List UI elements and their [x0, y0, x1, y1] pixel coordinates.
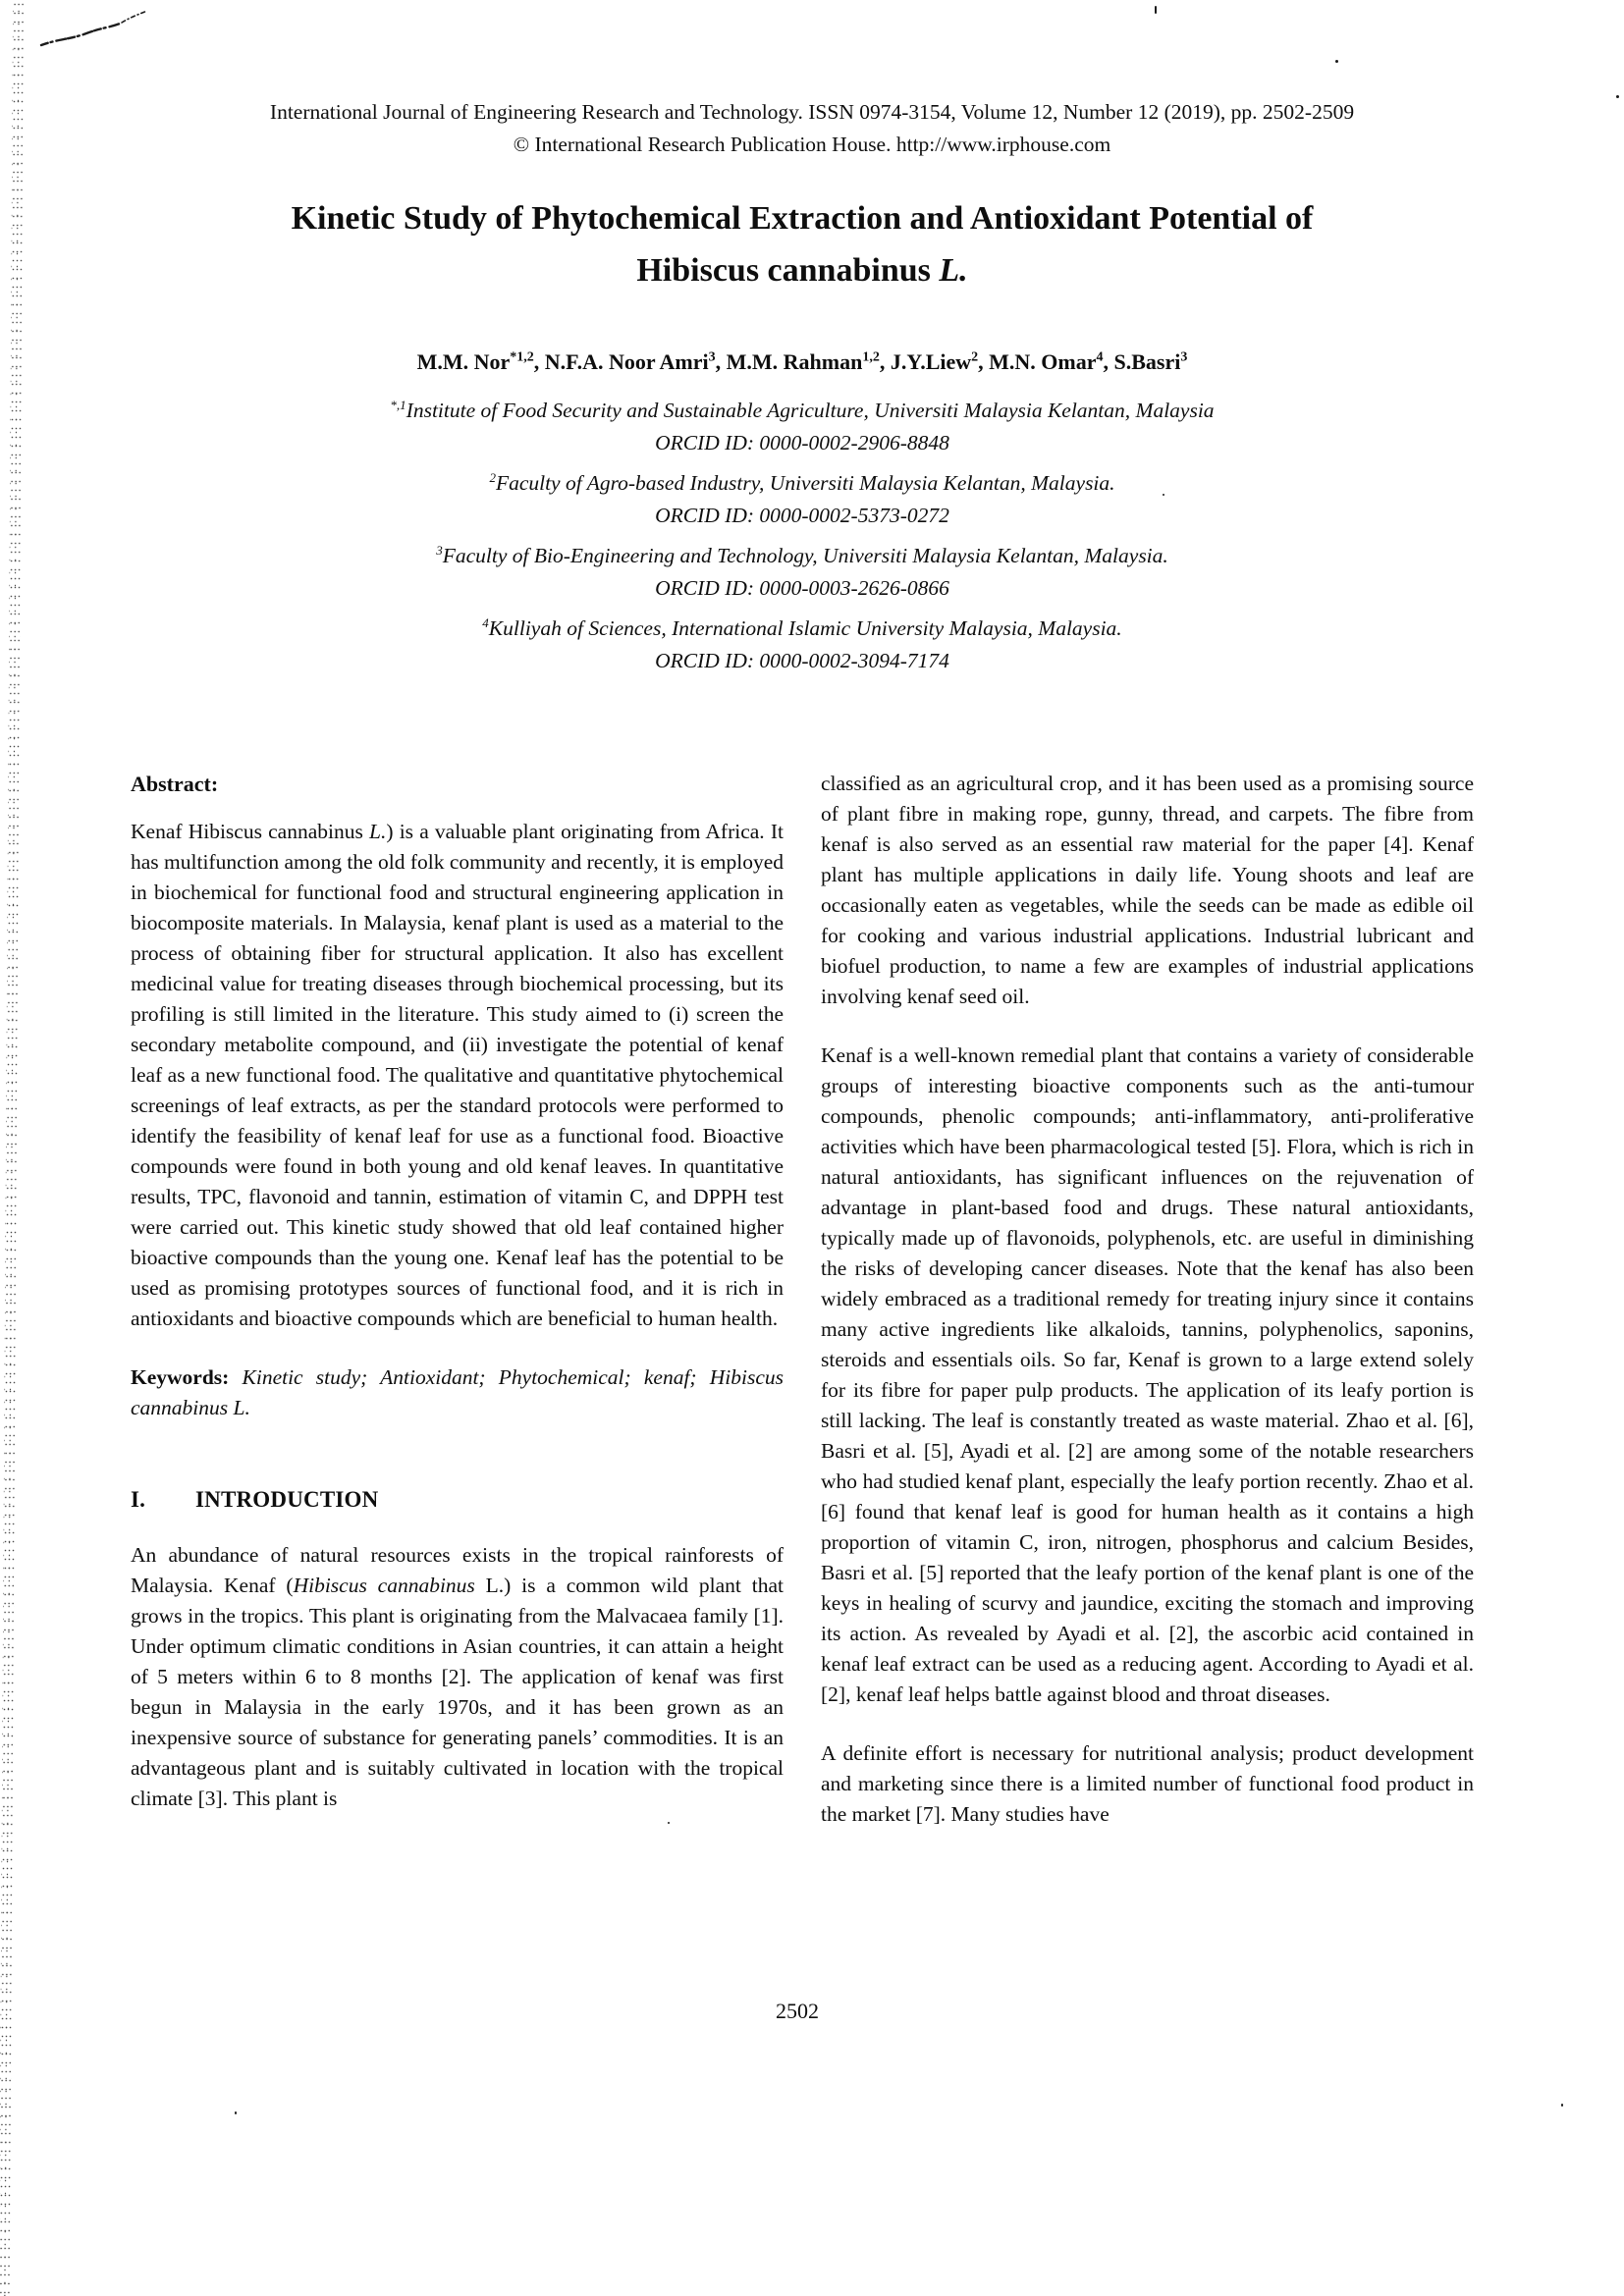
article-title [108, 192, 1496, 296]
keywords-text: Kinetic study; Antioxidant; Phytochemical; kenaf; Hibiscus cannabinus L. [131, 1365, 784, 1419]
affiliation: $^2$Faculty of Agro-based Industry, Universiti Malaysia Kelantan, Malaysia. ORCID ID: 0000-0002-5373-0272 [489, 469, 1115, 527]
article-title-line1: Kinetic Study of Phytochemical Extraction and Antioxidant Potential of [291, 200, 1314, 237]
orcid-id: ORCID ID: 0000-0002-3094-7174 [655, 649, 949, 672]
author: S.Basri$^3$ [1113, 349, 1188, 374]
page-number: 2502 [776, 1999, 819, 2023]
author: N.F.A. Noor Amri$^3$ , [545, 349, 727, 374]
author-superscript: 4 [1096, 349, 1104, 365]
scan-noise-left-edge [0, 0, 24, 2296]
journal-header-line2: © International Research Publication House. http://www.irphouse.com [513, 133, 1111, 156]
body-paragraph: Kenaf is a well-known remedial plant that contains a variety of considerable groups of interesting bioactive components such as the anti-tumour compounds, phenolic compounds; anti-inflammatory, anti-proliferative activities which have been pharmacological tested [5]. Flora, which is rich in natural antioxidants, has significant influences on the rejuvenation of advantage in plant-based food and drugs. These natural antioxidants, typically made up of flavonoids, polyphenols, etc. are useful in diminishing the risks of developing cancer diseases. Note that the kenaf has also been widely embraced as a traditional remedy for treating injury since it contains many active ingredients like alkaloids, tannins, polyphenolics, saponins, steroids and essentials oils. So far, Kenaf is grown to a large extend solely for its fibre for paper pulp products. The application of its leafy portion is still lacking. The leaf is constantly treated as waste material. Zhao et al. [6], Basri et al. [5], Ayadi et al. [2] are among some of the notable researchers who had studied kenaf plant, especially the leafy portion recently. Zhao et al. [6] found that kenaf leaf is good for human health as it contains a high proportion of vitamin C, iron, nitrogen, phosphorus and calcium Besides, Basri et al. [5] reported that the leafy portion of the kenaf plant is one of the keys in healing of scurvy and jaundice, exciting the stomach and improving its action. As revealed by Ayadi et al. [2], the ascorbic acid contained in kenaf leaf extract can be used as a reducing agent. According to Ayadi et al. [2], kenaf leaf helps battle against blood and throat diseases. [821, 1043, 1474, 1706]
orcid-id: ORCID ID: 0000-0002-2906-8848 [655, 431, 949, 454]
author: M.N. Omar$^4$ , [989, 349, 1113, 374]
author-superscript: 2 [971, 349, 979, 365]
author-superscript: 1,2 [862, 349, 880, 365]
author-superscript: *1,2 [510, 349, 534, 365]
author-line [128, 349, 1477, 375]
scan-speck [1335, 60, 1338, 63]
scan-speck [1561, 2104, 1563, 2107]
affiliation: $^3$Faculty of Bio-Engineering and Technology, Universiti Malaysia Kelantan, Malaysia. ORCID ID: 0000-0003-2626-0866 [436, 542, 1168, 600]
section-number: I. [131, 1487, 146, 1512]
scan-speck [1616, 95, 1619, 98]
orcid-id: ORCID ID: 0000-0003-2626-0866 [655, 576, 949, 600]
species-epithet: L. [939, 252, 968, 289]
right-column [821, 769, 1474, 1858]
section-label: INTRODUCTION [195, 1487, 379, 1512]
left-column [131, 769, 784, 1858]
pen-scribble [35, 6, 153, 55]
body-paragraph: classified as an agricultural crop, and it has been used as a promising source of plant fibre in making rope, gunny, thread, and carpets. The fibre from kenaf is also served as an essential raw material for the paper [4]. Kenaf plant has multiple applications in daily life. Young shoots and leaf are occasionally eaten as vegetables, while the seeds can be made as edible oil for cooking and various industrial applications. Industrial lubricant and biofuel production, to name a few are examples of industrial applications involving kenaf seed oil. [821, 772, 1474, 1008]
affiliation: $^{*,1}$Institute of Food Security and Sustainable Agriculture, Universiti Malaysia Kelantan, Malaysia ORCID ID: 0000-0002-2906-8848 [390, 397, 1215, 454]
keywords [131, 1362, 784, 1423]
author-superscript: 3 [708, 349, 716, 365]
abstract-heading: Abstract: [131, 772, 219, 796]
species-name: Hibiscus cannabinus [293, 1574, 475, 1597]
body-paragraph: A definite effort is necessary for nutritional analysis; product development and marketing since there is a limited number of functional food product in the market [7]. Many studies have [821, 1741, 1474, 1826]
introduction-paragraph: An abundance of natural resources exists in the tropical rainforests of Malaysia. Kenaf (Hibiscus cannabinus L.) is a common wild plant that grows in the tropics. This plant is originating from the Malvacaea family [1]. Under optimum climatic conditions in Asian countries, it can attain a height of 5 meters within 6 to 8 months [2]. The application of kenaf was first begun in Malaysia in the early 1970s, and it has been grown as an inexpensive source of substance for generating panels’ commodities. It is an advantageous plant and is suitably cultivated in location with the tropical climate [3]. This plant is [131, 1543, 784, 1810]
keywords-label: Keywords: [131, 1365, 230, 1389]
scan-speck [235, 2111, 237, 2114]
author: M.M. Nor$^{*1,2}$ , [417, 349, 545, 374]
abstract-paragraph: Kenaf Hibiscus cannabinus L.) is a valuable plant originating from Africa. It has multifunction among the old folk community and recently, it is employed in biochemical for functional food and structural engineering application in biocomposite materials. In Malaysia, kenaf plant is used as a material to the process of obtaining fiber for structural application. It also has excellent medicinal value for treating diseases through biochemical processing, but its profiling is still limited in the literature. This study aimed to (i) screen the secondary metabolite compound, and (ii) investigate the potential of kenaf leaf as a new functional food. The qualitative and quantitative phytochemical screenings of leaf extracts, as per the standard protocols were performed to identify the feasibility of kenaf leaf for use as a functional food. Bioactive compounds were found in both young and old kenaf leaves. In quantitative results, TPC, flavonoid and tannin, estimation of vitamin C, and DPPH test were carried out. This kinetic study showed that old leaf contained higher bioactive compounds than the young one. Kenaf leaf has the potential to be used as promising prototypes sources of functional food, and it is rich in antioxidants and bioactive compounds which are beneficial to human health. [131, 820, 784, 1330]
journal-header [59, 96, 1565, 161]
body-columns [131, 769, 1474, 1858]
affiliations-block [128, 395, 1477, 685]
author: J.Y.Liew$^2$ , [891, 349, 989, 374]
orcid-id: ORCID ID: 0000-0002-5373-0272 [655, 504, 949, 527]
section-heading-introduction [131, 1484, 784, 1515]
journal-header-line1: International Journal of Engineering Research and Technology. ISSN 0974-3154, Volume 12, Number 12 (2019), pp. 2502-2509 [269, 100, 1355, 124]
author-superscript: 3 [1180, 349, 1188, 365]
author: M.M. Rahman$^{1,2}$ , [727, 349, 891, 374]
affiliation: $^4$Kulliyah of Sciences, International Islamic University Malaysia, Malaysia. ORCID ID: 0000-0002-3094-7174 [482, 614, 1122, 672]
scan-speck [1155, 6, 1157, 14]
article-title-line2: Hibiscus cannabinus L. [636, 252, 968, 289]
